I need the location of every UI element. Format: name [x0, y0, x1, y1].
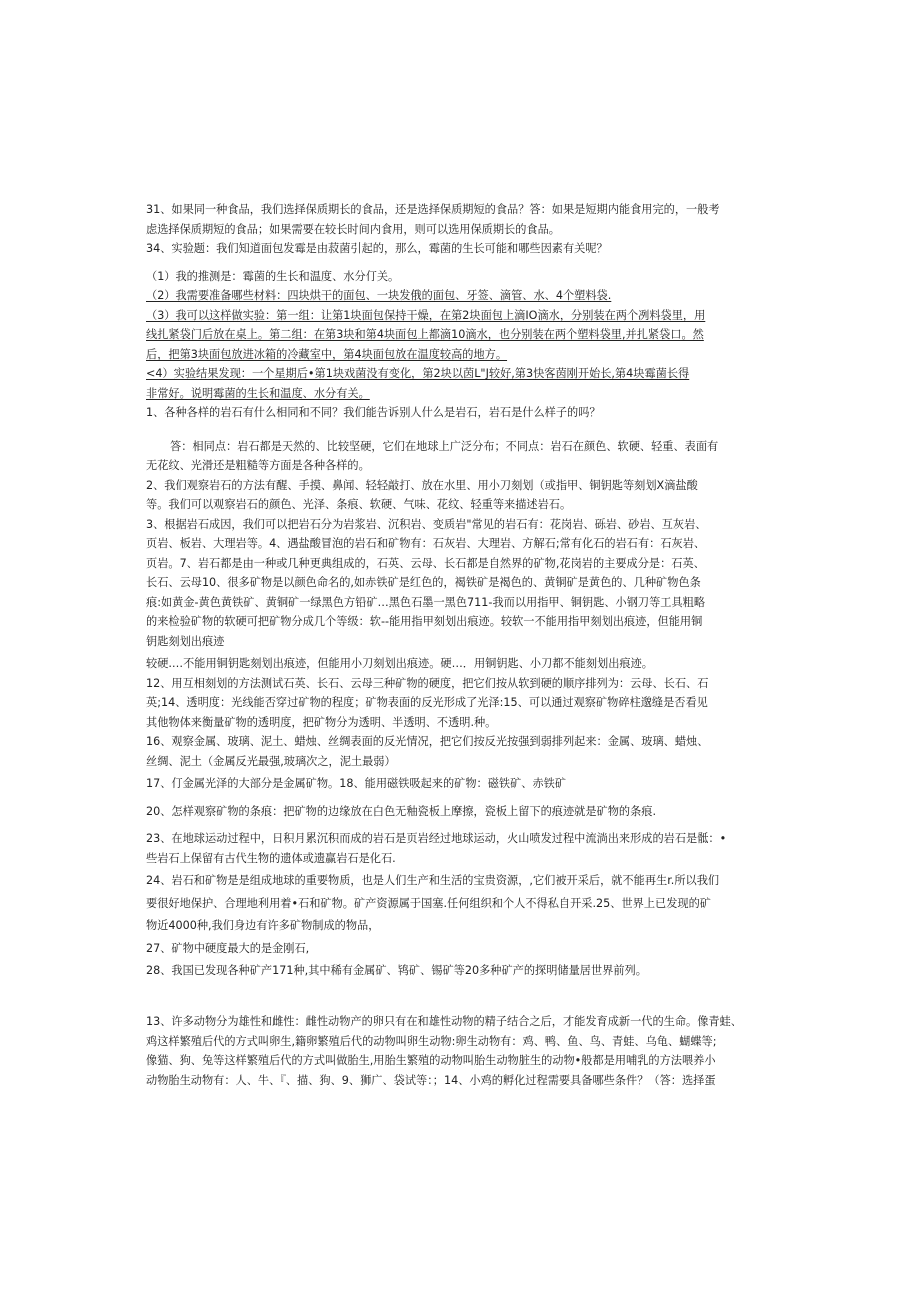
text-line: 1、各种各样的岩石有什么相同和不同？我们能告诉别人什么是岩石，岩石是什么样子的吗？ — [146, 406, 601, 419]
text-line: 页岩。7、岩石都是由一种或几种更典组成的，石英、云母、长石都是自然界的矿物,花岗岩的主要成分是：石英、 — [146, 556, 705, 570]
text-line: 答：相同点：岩石都是天然的、比较坚硬，它们在地球上广泛分布；不同点：岩石在颜色、软硬、轻重、表面有 — [170, 439, 719, 453]
section-animal-reproduction — [146, 1012, 776, 1090]
text-line: 等。我们可以观察岩石的颜色、光泽、条痕、软硬、气味、花纹、轻重等来描述岩石。 — [146, 498, 572, 511]
text-line: 20、怎样观察矿物的条痕：把矿物的边缘放在白色无釉瓷板上摩擦，瓷板上留下的痕迹就是矿物的条痕. — [146, 804, 657, 818]
text-line: 其他物体来衡量矿物的透明度，把矿物分为透明、半透明、不透明.种。 — [146, 715, 497, 729]
text-line: 些岩石上保留有古代生物的遗体或遗赢岩石是化石. — [146, 851, 396, 865]
text-line: 23、在地球运动过程中，日积月累沉积而成的岩石是页岩经过地球运动，火山喷发过程中流淌出来形成的岩石是骶：• — [146, 832, 727, 845]
text-line: <4）实验结果发现：一个星期后•第1块戏菌没有变化，第2块以茵L"J较好,第3快客茵刚开始长,第4块霉菌长得 — [146, 367, 690, 380]
text-line: 的来检验矿物的软硬可把矿物分成几个等级：软--能用指甲刻划出痕迹。较软一不能用指甲刻划出痕迹，但能用铜 — [146, 615, 703, 628]
text-line: 17、仃金属光泽的大部分是金属矿物。18、能用磁铁吸起来的矿物：磁铁矿、赤铁矿 — [146, 777, 567, 790]
text-line: 页岩、板岩、大理岩等。4、遇盐酸冒泡的岩石和矿物有：石灰岩、大理岩、方解石;常有化石的岩石有：石灰岩、 — [146, 537, 706, 550]
text-line: 后，把第3块面包放进冰箱的冷藏室中，第4块面包放在温度较高的地方。 — [146, 347, 508, 361]
text-line: 12、用互相刻划的方法测试石英、长石、云母三种矿物的硬度，把它们按从软到硬的顺序排列为：云母、长石、石 — [146, 676, 709, 690]
text-line: 虑选择保质期短的食品；如果需要在较长时间内食用，则可以选用保质期长的食品。 — [146, 222, 560, 236]
text-line: 长石、云母10、很多矿物是以颜色命名的,如赤铁矿是红色的，褐铁矿是褐色的、黄铜矿是黄色的、几种矿物色条 — [146, 576, 701, 589]
text-line: （1）我的推测是：霉菌的生长和温度、水分仃关。 — [146, 269, 400, 283]
text-line: 英;14、透明度：光线能否穿过矿物的程度；矿物表面的反光形成了光泽:15、可以通过观察矿物碎柱邈缝是否看见 — [146, 696, 708, 709]
text-line: 丝绸、泥土（金属反光最强,玻璃次之，泥土最弱） — [146, 754, 396, 768]
text-line: 要很好地保护、合理地利用着•石和矿物。矿产资源属于国塞.任何组织和个人不得私自开采.25、世界上已发现的矿 — [146, 896, 711, 910]
text-line: 31、如果同一种食品，我们选择保质期长的食品，还是选择保质期短的食品？答：如果是短期内能食用完的，一般考 — [146, 203, 720, 216]
text-line: 鸡这样繁殖后代的方式叫卵生,籍卵繁殖后代的动物叫卵生动物:卵生动物有：鸡、鸭、鱼、鸟、青蛙、乌龟、蝴蝶等; — [146, 1034, 717, 1048]
text-line: 线扎紧袋门后放在桌上。第二组：在第3块和第4块面包上都滴10滴水，也分别装在两个塑料袋里,并扎紧袋口。然 — [146, 328, 704, 341]
text-line: 物近4000种,我们身边有许多矿物制成的物品， — [146, 919, 380, 932]
text-line: 像猫、狗、兔等这样繁殖后代的方式叫做胎生,用胎生繁殖的动物叫胎生动物脏生的动物•般都是用哺乳的方法喂养小 — [146, 1054, 716, 1067]
section-food-and-mold-experiment — [146, 200, 776, 403]
text-line: 无花纹、光滑还是粗糙等方面是各种各样的。 — [146, 459, 370, 472]
text-line: 13、许多动物分为雄性和雌性：雌性动物产的卵只有在和雄性动物的精子结合之后，才能发育成新一代的生命。像青蛙、 — [146, 1015, 742, 1028]
text-line: 钥匙刻划出痕迹 — [146, 634, 225, 648]
section-rocks-and-minerals — [146, 403, 776, 981]
text-line: 34、实验题：我们知道面包发霉是由菽菌引起的，那么，霉菌的生长可能和哪些因素有关呢？ — [146, 242, 608, 255]
text-line: （3）我可以这样做实验：第一组：让第1块面包保持干燥，在第2块面包上滴IO滴水，分别装在两个冽料袋里，用 — [146, 308, 706, 322]
text-line: 27、矿物中硬度最大的是金刚石, — [146, 941, 310, 955]
text-line: 较硬.…不能用铜钥匙刻划出痕迹，但能用小刀刻划出痕迹。硬…．用铜钥匙、小刀都不能刻划出痕迹。 — [146, 657, 653, 670]
text-line: 28、我国已发现各种矿产171种,其中稀有金属矿、鸨矿、锡矿等20多种矿产的探明储量居世界前列。 — [146, 964, 647, 977]
text-line: 2、我们观察岩石的方法有醒、手摸、鼻闻、轻轻敲打、放在水里、用小刀刻划（或指甲、铜钥匙等刻划X滴盐酸 — [146, 478, 698, 492]
text-line: 动物胎生动物有：人、牛、『、描、狗、9、狮广、袋试等：；14、小鸡的孵化过程需要具备哪些条件？（答：选择蛋 — [146, 1073, 716, 1087]
text-line: （2）我需要准备哪些材料：四块烘干的面包、一块发俄的面包、牙签、滴管、水、4个塑料袋. — [146, 289, 612, 302]
text-line: 非常好。说明霉菌的生长和温度、水分有关。 — [146, 386, 370, 400]
text-line: 痕:如黄金-黄色黄铁矿、黄铜矿一绿黑色方铅矿…黑色石墨一黑色711-我而以用指甲、铜钥匙、小钢刀等工具粗略 — [146, 595, 706, 609]
text-line: 16、观察金属、玻璃、泥土、蜡烛、丝绸表面的反光情况，把它们按反光按强到弱排列起来：金属、玻璃、蜡烛、 — [146, 735, 709, 748]
text-line: 3、根据岩石成因，我们可以把岩石分为岩浆岩、沉积岩、变质岩"常见的岩石有：花岗岩、砾岩、砂岩、互灰岩、 — [146, 517, 707, 531]
text-line: 24、岩石和矿物是是组成地球的重要物质，也是人们生产和生活的宝贵资源，,它们被开采后，就不能再生r.所以我们 — [146, 874, 720, 887]
